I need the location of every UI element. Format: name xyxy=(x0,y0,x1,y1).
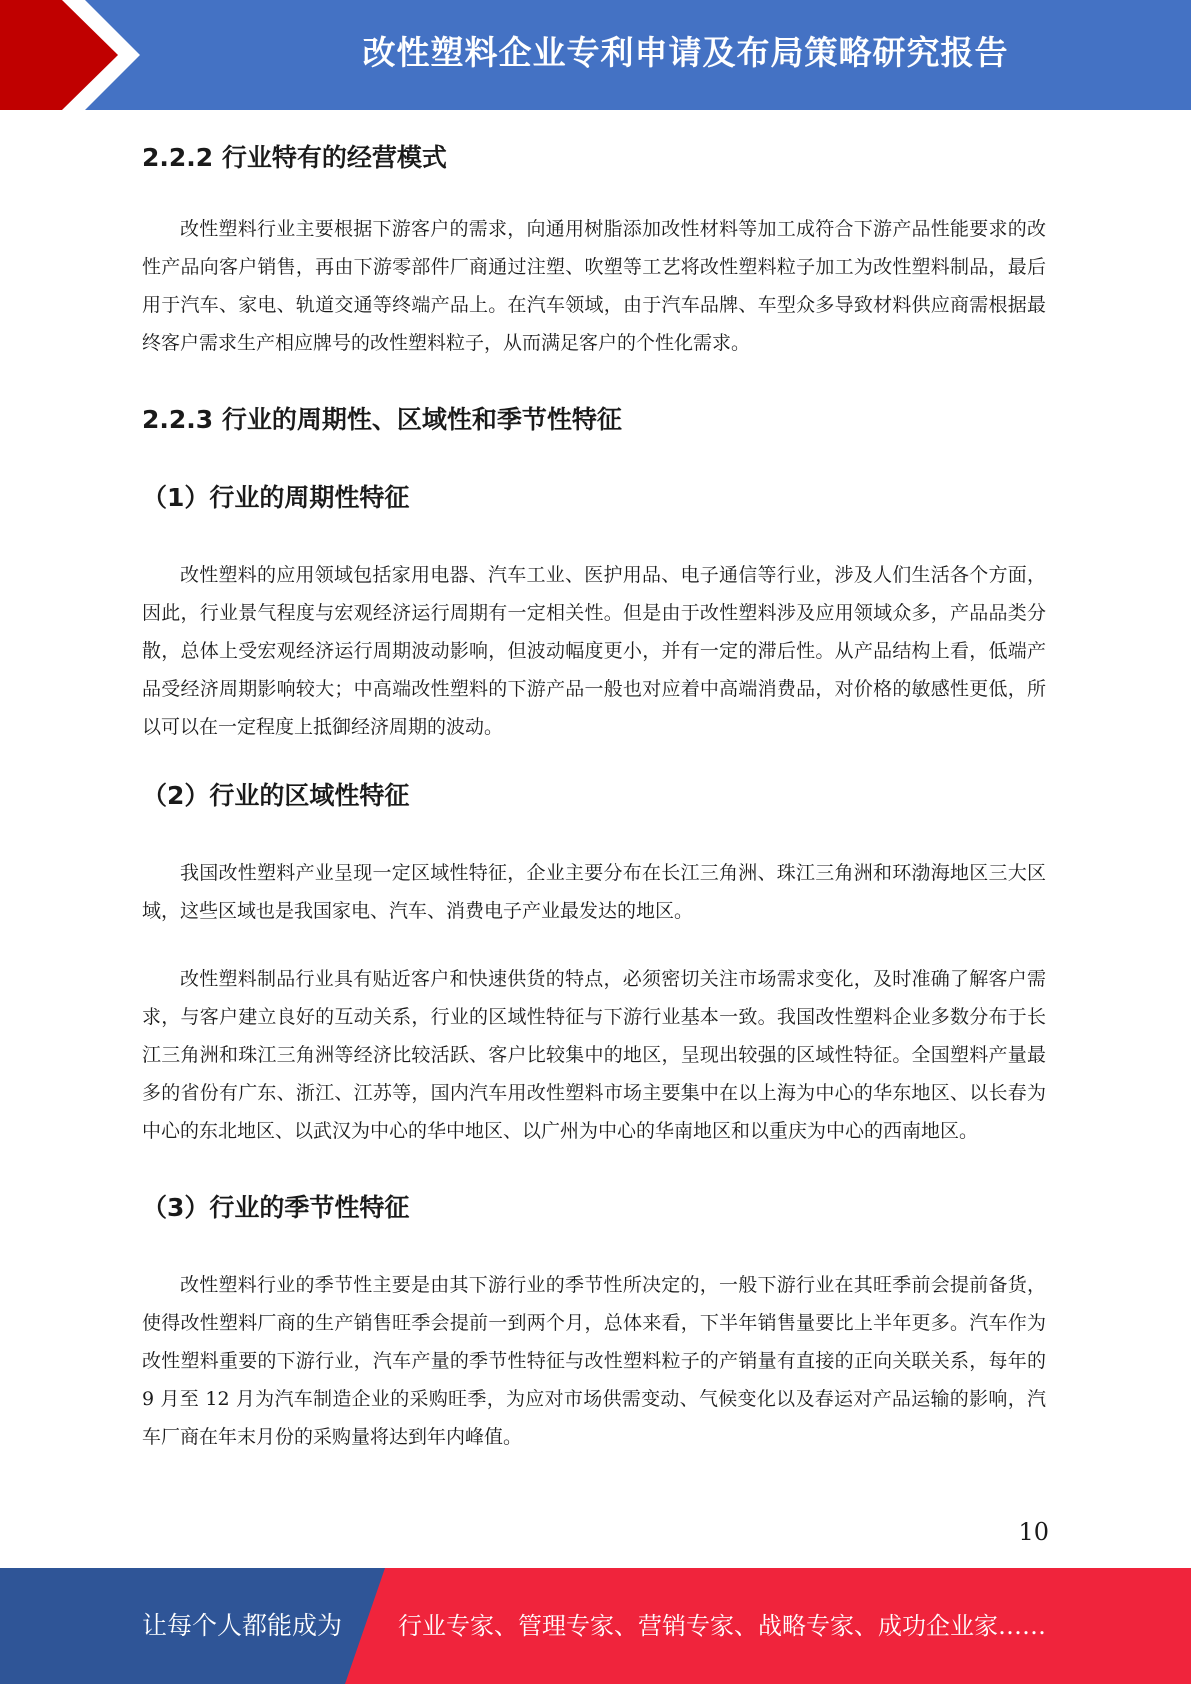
header-chevron-icon xyxy=(0,0,200,110)
document-body xyxy=(142,122,1046,1456)
footer-slogan-left: 让每个人都能成为 xyxy=(142,1611,343,1640)
paragraph-seasonal: 改性塑料行业的季节性主要是由其下游行业的季节性所决定的，一般下游行业在其旺季前会提前备货，使得改性塑料厂商的生产销售旺季会提前一到两个月，总体来看，下半年销售量要比上半年更多。汽车作为改性塑料重要的下游行业，汽车产量的季节性特征与改性塑料粒子的产销量有直接的正向关联关系，每年的 9 月至 12 月为汽车制造企业的采购旺季，为应对市场供需变动、气候变化以及春运对产品运输的影响，汽车厂商在年末月份的采购量将达到年内峰值。 xyxy=(142,1274,1046,1448)
subsection-title-cyclical: （1）行业的周期性特征 xyxy=(142,483,410,512)
page-footer xyxy=(0,1568,1191,1684)
section-title-2-2-3: 2.2.3 行业的周期性、区域性和季节性特征 xyxy=(142,405,622,434)
subsection-title-seasonal: （3）行业的季节性特征 xyxy=(142,1193,410,1222)
page-number: 10 xyxy=(1018,1518,1049,1546)
subsection-title-regional: （2）行业的区域性特征 xyxy=(142,781,410,810)
paragraph-business-model: 改性塑料行业主要根据下游客户的需求，向通用树脂添加改性材料等加工成符合下游产品性能要求的改性产品向客户销售，再由下游零部件厂商通过注塑、吹塑等工艺将改性塑料粒子加工为改性塑料制品，最后用于汽车、家电、轨道交通等终端产品上。在汽车领域，由于汽车品牌、车型众多导致材料供应商需根据最终客户需求生产相应牌号的改性塑料粒子，从而满足客户的个性化需求。 xyxy=(142,218,1046,354)
page-header xyxy=(0,0,1191,110)
footer-slogan-right: 行业专家、管理专家、营销专家、战略专家、成功企业家…… xyxy=(398,1612,1046,1640)
paragraph-cyclical: 改性塑料的应用领域包括家用电器、汽车工业、医护用品、电子通信等行业，涉及人们生活各个方面，因此，行业景气程度与宏观经济运行周期有一定相关性。但是由于改性塑料涉及应用领域众多，产品品类分散，总体上受宏观经济运行周期波动影响，但波动幅度更小，并有一定的滞后性。从产品结构上看，低端产品受经济周期影响较大；中高端改性塑料的下游产品一般也对应着中高端消费品，对价格的敏感性更低，所以可以在一定程度上抵御经济周期的波动。 xyxy=(142,564,1046,738)
paragraph-regional-1: 我国改性塑料产业呈现一定区域性特征，企业主要分布在长江三角洲、珠江三角洲和环渤海地区三大区域，这些区域也是我国家电、汽车、消费电子产业最发达的地区。 xyxy=(142,862,1046,922)
section-title-2-2-2: 2.2.2 行业特有的经营模式 xyxy=(142,143,447,172)
paragraph-regional-2: 改性塑料制品行业具有贴近客户和快速供货的特点，必须密切关注市场需求变化，及时准确了解客户需求，与客户建立良好的互动关系，行业的区域性特征与下游行业基本一致。我国改性塑料企业多数分布于长江三角洲和珠江三角洲等经济比较活跃、客户比较集中的地区，呈现出较强的区域性特征。全国塑料产量最多的省份有广东、浙江、江苏等，国内汽车用改性塑料市场主要集中在以上海为中心的华东地区、以长春为中心的东北地区、以武汉为中心的华中地区、以广州为中心的华南地区和以重庆为中心的西南地区。 xyxy=(142,968,1046,1142)
report-title: 改性塑料企业专利申请及布局策略研究报告 xyxy=(362,33,1009,72)
